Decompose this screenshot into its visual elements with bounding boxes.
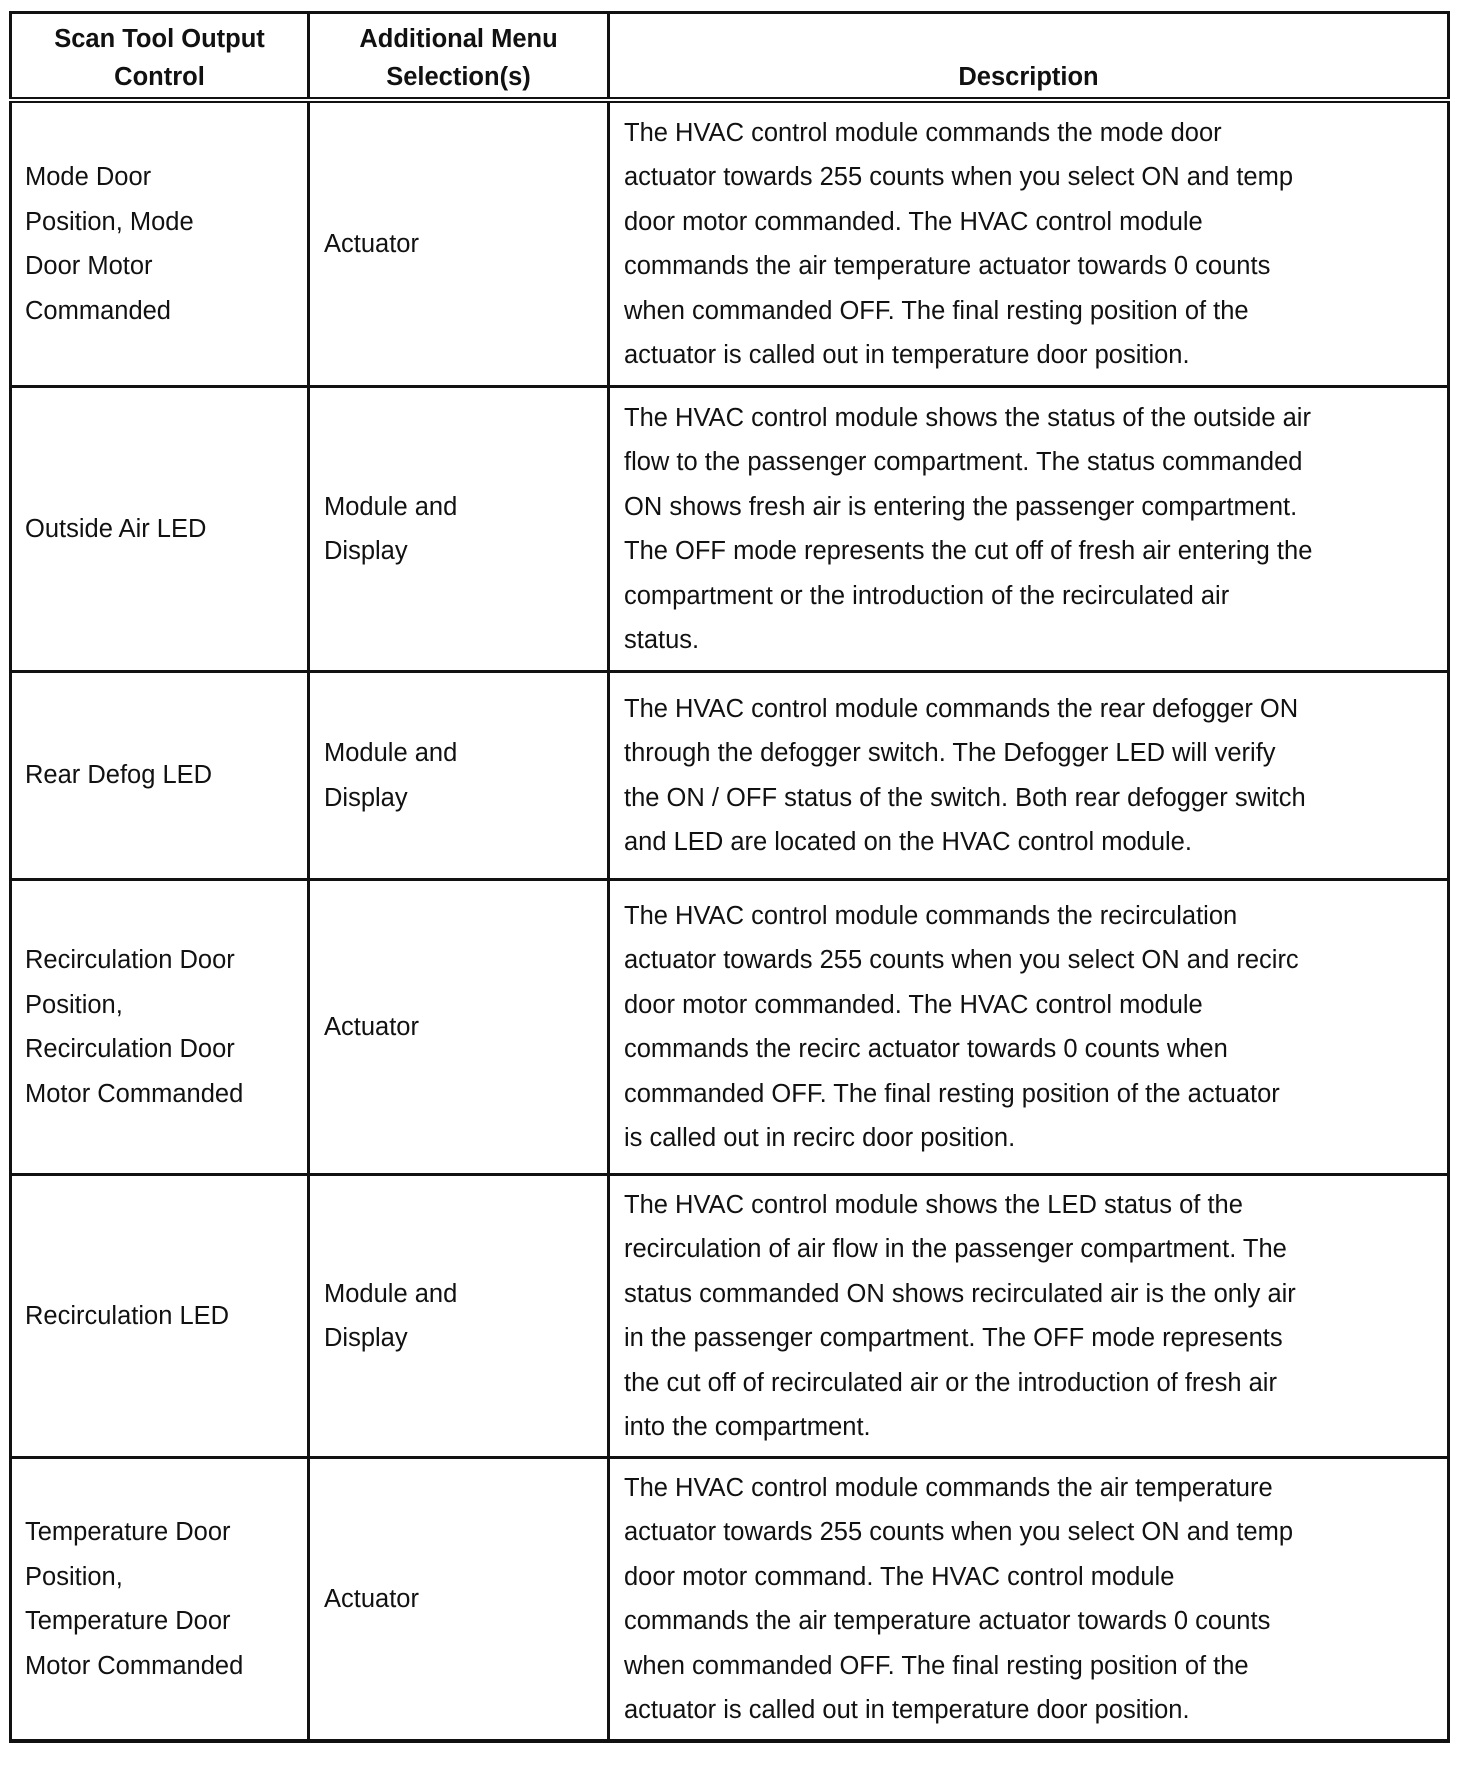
cell-text-line: Temperature Door xyxy=(25,1518,231,1546)
header-scan-tool-output-control xyxy=(11,13,309,101)
cell-text-line: The HVAC control module shows the LED status of the xyxy=(624,1190,1243,1219)
output-control-cell xyxy=(11,1175,309,1458)
output-control-cell xyxy=(11,672,309,880)
table-row xyxy=(11,387,1449,672)
cell-text-line: Recirculation Door xyxy=(25,1035,235,1063)
cell-text-line: in the passenger compartment. The OFF mode represents xyxy=(624,1324,1283,1352)
description-cell xyxy=(609,1458,1449,1742)
menu-selection-cell xyxy=(309,880,609,1175)
cell-text-line: The HVAC control module commands the mode door xyxy=(624,118,1222,147)
cell-text-line: door motor commanded. The HVAC control module xyxy=(624,207,1203,236)
cell-text-line: when commanded OFF. The final resting position of the xyxy=(624,296,1249,325)
cell-text-line: flow to the passenger compartment. The status commanded xyxy=(624,448,1303,476)
table-row xyxy=(11,100,1449,387)
table-header-row xyxy=(11,13,1449,101)
header-text-line: Description xyxy=(958,63,1099,91)
cell-text-line: commanded OFF. The final resting position of the actuator xyxy=(624,1079,1280,1108)
cell-text-line: Display xyxy=(324,537,408,565)
menu-selection-cell xyxy=(309,1175,609,1458)
header-text-line: Selection(s) xyxy=(386,63,531,91)
scan-tool-output-table xyxy=(9,11,1450,1743)
description-cell xyxy=(609,100,1449,387)
cell-text-line: ON shows fresh air is entering the passenger compartment. xyxy=(624,492,1298,521)
cell-text-line: The HVAC control module commands the rear defogger ON xyxy=(624,694,1299,723)
cell-text-line: commands the air temperature actuator towards 0 counts xyxy=(624,252,1271,280)
cell-text-line: The HVAC control module commands the recirculation xyxy=(624,901,1238,930)
cell-text-line: Commanded xyxy=(25,296,171,325)
cell-text-line: Actuator xyxy=(324,1012,419,1041)
cell-text-line: Actuator xyxy=(324,1584,419,1613)
cell-text-line: commands the recirc actuator towards 0 counts when xyxy=(624,1035,1228,1063)
cell-text-line: The HVAC control module commands the air temperature xyxy=(624,1473,1273,1502)
cell-text-line: Recirculation Door xyxy=(25,946,235,974)
description-cell xyxy=(609,387,1449,672)
cell-text-line: actuator is called out in temperature door position. xyxy=(624,341,1190,369)
description-cell xyxy=(609,880,1449,1175)
table-row xyxy=(11,672,1449,880)
cell-text-line: when commanded OFF. The final resting position of the xyxy=(624,1651,1249,1680)
menu-selection-cell xyxy=(309,1458,609,1742)
output-control-cell xyxy=(11,387,309,672)
cell-text-line: Motor Commanded xyxy=(25,1079,244,1108)
cell-text-line: Mode Door xyxy=(25,163,152,191)
cell-text-line: Recirculation LED xyxy=(25,1301,230,1330)
cell-text-line: Temperature Door xyxy=(25,1607,231,1635)
menu-selection-cell xyxy=(309,672,609,880)
header-additional-menu-selections xyxy=(309,13,609,101)
cell-text-line: door motor commanded. The HVAC control module xyxy=(624,990,1203,1019)
output-control-cell xyxy=(11,1458,309,1742)
menu-selection-cell xyxy=(309,100,609,387)
cell-text-line: is called out in recirc door position. xyxy=(624,1124,1016,1152)
cell-text-line: and LED are located on the HVAC control module. xyxy=(624,828,1192,856)
cell-text-line: compartment or the introduction of the recirculated air xyxy=(624,581,1230,610)
cell-text-line: status. xyxy=(624,626,700,654)
cell-text-line: recirculation of air flow in the passenger compartment. The xyxy=(624,1235,1287,1263)
cell-text-line: Display xyxy=(324,1324,408,1352)
cell-text-line: Rear Defog LED xyxy=(25,761,213,790)
header-description xyxy=(609,13,1449,101)
cell-text-line: door motor command. The HVAC control module xyxy=(624,1562,1175,1591)
cell-text-line: into the compartment. xyxy=(624,1413,871,1441)
cell-text-line: Actuator xyxy=(324,229,419,258)
header-text-line: Additional Menu xyxy=(359,25,558,53)
description-cell xyxy=(609,1175,1449,1458)
cell-text-line: The HVAC control module shows the status of the outside air xyxy=(624,403,1311,432)
cell-text-line: actuator is called out in temperature door position. xyxy=(624,1696,1190,1724)
menu-selection-cell xyxy=(309,387,609,672)
cell-text-line: Position, Mode xyxy=(25,207,194,236)
cell-text-line: status commanded ON shows recirculated air is the only air xyxy=(624,1279,1296,1308)
cell-text-line: The OFF mode represents the cut off of fresh air entering the xyxy=(624,537,1313,565)
cell-text-line: Door Motor xyxy=(25,252,153,280)
cell-text-line: the cut off of recirculated air or the introduction of fresh air xyxy=(624,1368,1277,1397)
table-row xyxy=(11,880,1449,1175)
output-control-cell xyxy=(11,100,309,387)
cell-text-line: Display xyxy=(324,783,408,812)
cell-text-line: commands the air temperature actuator towards 0 counts xyxy=(624,1607,1271,1635)
cell-text-line: actuator towards 255 counts when you select ON and temp xyxy=(624,1518,1294,1546)
cell-text-line: Position, xyxy=(25,1562,123,1591)
cell-text-line: Module and xyxy=(324,739,458,767)
cell-text-line: actuator towards 255 counts when you select ON and recirc xyxy=(624,946,1299,974)
table-row xyxy=(11,1175,1449,1458)
output-control-cell xyxy=(11,880,309,1175)
cell-text-line: Motor Commanded xyxy=(25,1651,244,1680)
cell-text-line: Module and xyxy=(324,1279,458,1308)
cell-text-line: Module and xyxy=(324,492,458,521)
header-text-line: Scan Tool Output xyxy=(54,25,265,53)
cell-text-line: through the defogger switch. The Defogger LED will verify xyxy=(624,739,1276,767)
table-row xyxy=(11,1458,1449,1742)
description-cell xyxy=(609,672,1449,880)
cell-text-line: the ON / OFF status of the switch. Both rear defogger switch xyxy=(624,783,1306,812)
cell-text-line: Outside Air LED xyxy=(25,514,207,543)
cell-text-line: actuator towards 255 counts when you select ON and temp xyxy=(624,163,1294,191)
header-text-line: Control xyxy=(114,63,205,91)
cell-text-line: Position, xyxy=(25,990,123,1019)
